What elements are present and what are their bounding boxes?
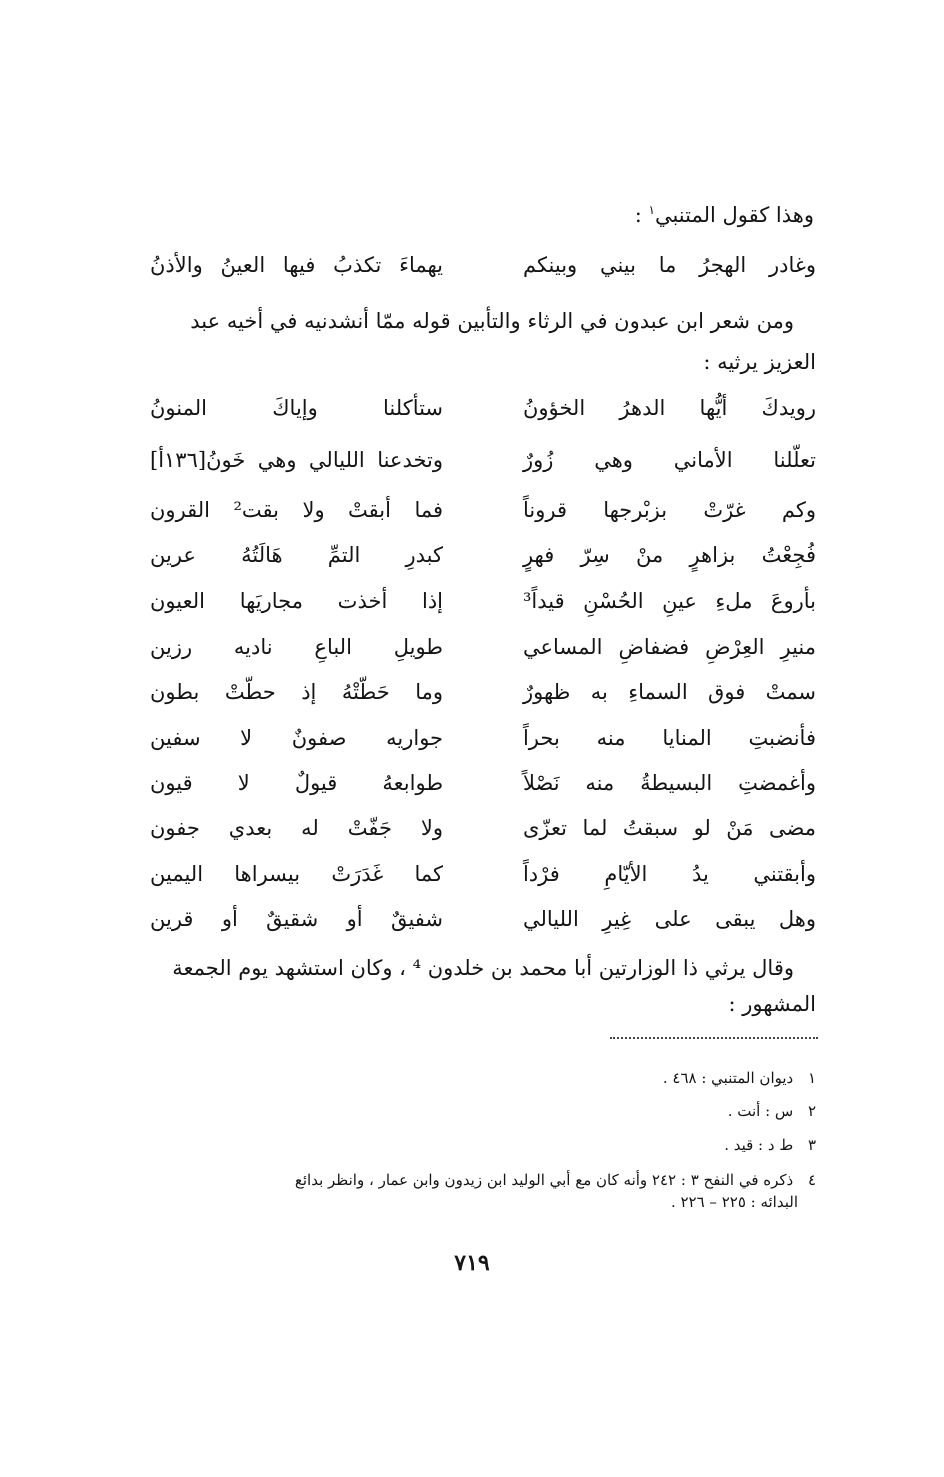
footnote-text: ديوان المتنبي : ٤٦٨ . <box>662 1069 794 1087</box>
verse-hemistich-left: طوابعهُ قيولٌ لا قيون <box>150 771 444 795</box>
verse-hemistich-left: يهماءَ تكذبُ فيها العينُ والأذنُ <box>150 253 444 277</box>
footnote-text: ط د : قيد . <box>724 1136 794 1154</box>
footnote <box>728 1101 816 1121</box>
footnote-number: ١ <box>807 1069 816 1087</box>
verse-hemistich-left: وما حَطّتْهُ إذ حطّتْ بطون <box>150 680 444 704</box>
verse-hemistich-left: كما غَدَرَتْ بيسراها اليمين <box>150 862 444 886</box>
verse-hemistich-right: وغادر الهجرُ ما بيني وبينكم <box>522 253 816 277</box>
verse-hemistich-right: رويدكَ أيُّها الدهرُ الخؤونُ <box>522 396 816 420</box>
verse-hemistich-right: منيرِ العِرْضِ فضفاضِ المساعي <box>522 635 816 659</box>
footnote <box>724 1135 816 1155</box>
prose-line: وقال يرثي ذا الوزارتين أبا محمد بن خلدون ⁴ ، وكان استشهد يوم الجمعة <box>172 956 794 980</box>
page-number: ٧١٩ <box>454 1250 490 1276</box>
poem-verse <box>150 723 816 753</box>
footnote-text: س : أنت . <box>727 1102 794 1120</box>
verse-hemistich-left: وتخدعنا الليالي وهي خَونُ[١٣٦أ] <box>150 448 444 472</box>
footnote-text: ذكره في النفح ٣ : ٢٤٢ وأنه كان مع أبي الوليد ابن زيدون وابن عمار ، وانظر بدائع <box>294 1171 794 1189</box>
intro-tail: : <box>634 203 649 227</box>
prose-line: ومن شعر ابن عبدون في الرثاء والتأبين قوله ممّا أنشدنيه في أخيه عبد <box>190 309 794 333</box>
verse-hemistich-right: وهل يبقى على غِيرِ الليالي <box>522 907 816 931</box>
verse-hemistich-left: شفيقٌ أو شقيقٌ أو قرين <box>150 907 444 931</box>
verse-hemistich-left: فما أبقتْ ولا بقت² القرون <box>150 498 444 522</box>
verse-hemistich-right: بأروعَ ملءِ عينِ الحُسْنِ قيداً³ <box>522 589 816 613</box>
verse-hemistich-right: فُجِعْتُ بزاهرٍ منْ سِرّ فهرٍ <box>522 543 816 567</box>
poem-verse <box>150 393 816 423</box>
footnote <box>295 1170 816 1190</box>
prose-line: المشهور : <box>728 992 816 1016</box>
prose-line: العزيز يرثيه : <box>703 350 816 374</box>
footnote-ref-1: ١ <box>648 203 655 217</box>
verse-hemistich-left: إذا أخذت مجاريَها العيون <box>150 589 444 613</box>
verse-hemistich-left: طويلِ الباعِ ناديه رزين <box>150 635 444 659</box>
footnote-number: ٣ <box>807 1136 816 1154</box>
verse-hemistich-right: سمتْ فوق السماءِ به ظهورٌ <box>522 680 816 704</box>
intro-line <box>635 200 814 230</box>
poem-verse <box>150 859 816 889</box>
poem-verse <box>150 495 816 525</box>
verse-hemistich-right: وأبقتني يدُ الأيّامِ فرْداً <box>522 862 816 886</box>
verse-hemistich-left: كبدرِ التمِّ هَالَتُهُ عرين <box>150 543 444 567</box>
verse-hemistich-right: وكم غرّتْ بزبْرجها قروناً <box>522 498 816 522</box>
poem-verse <box>150 632 816 662</box>
verse-hemistich-left: ولا جَفّتْ له بعدي جفون <box>150 816 444 840</box>
footnote-number: ٤ <box>807 1171 816 1189</box>
verse-hemistich-left: جواريه صفونٌ لا سفين <box>150 726 444 750</box>
poem-verse <box>150 677 816 707</box>
verse-hemistich-right: مضى مَنْ لو سبقتُ لما تعزّى <box>522 816 816 840</box>
footnote-continuation: البدائه : ٢٢٥ – ٢٢٦ . <box>670 1193 798 1211</box>
footnote <box>663 1068 816 1088</box>
poem-verse <box>150 540 816 570</box>
poem-verse <box>150 904 816 934</box>
verse-hemistich-right: تعلّلنا الأماني وهي زُورٌ <box>522 448 816 472</box>
poem-verse <box>150 768 816 798</box>
poem-verse <box>150 813 816 843</box>
verse-hemistich-left: ستأكلنا وإياكَ المنونُ <box>150 396 444 420</box>
verse-hemistich-right: فأنضبتِ المنايا منه بحراً <box>522 726 816 750</box>
footnote-number: ٢ <box>807 1102 816 1120</box>
poem-verse <box>150 445 816 475</box>
intro-lead: وهذا كقول المتنبي <box>654 203 814 227</box>
verse-hemistich-right: وأغمضتِ البسيطةُ منه نَصْلاً <box>522 771 816 795</box>
poem-verse <box>150 586 816 616</box>
mutanabbi-verse <box>150 250 816 280</box>
footnote-separator <box>610 1037 818 1039</box>
